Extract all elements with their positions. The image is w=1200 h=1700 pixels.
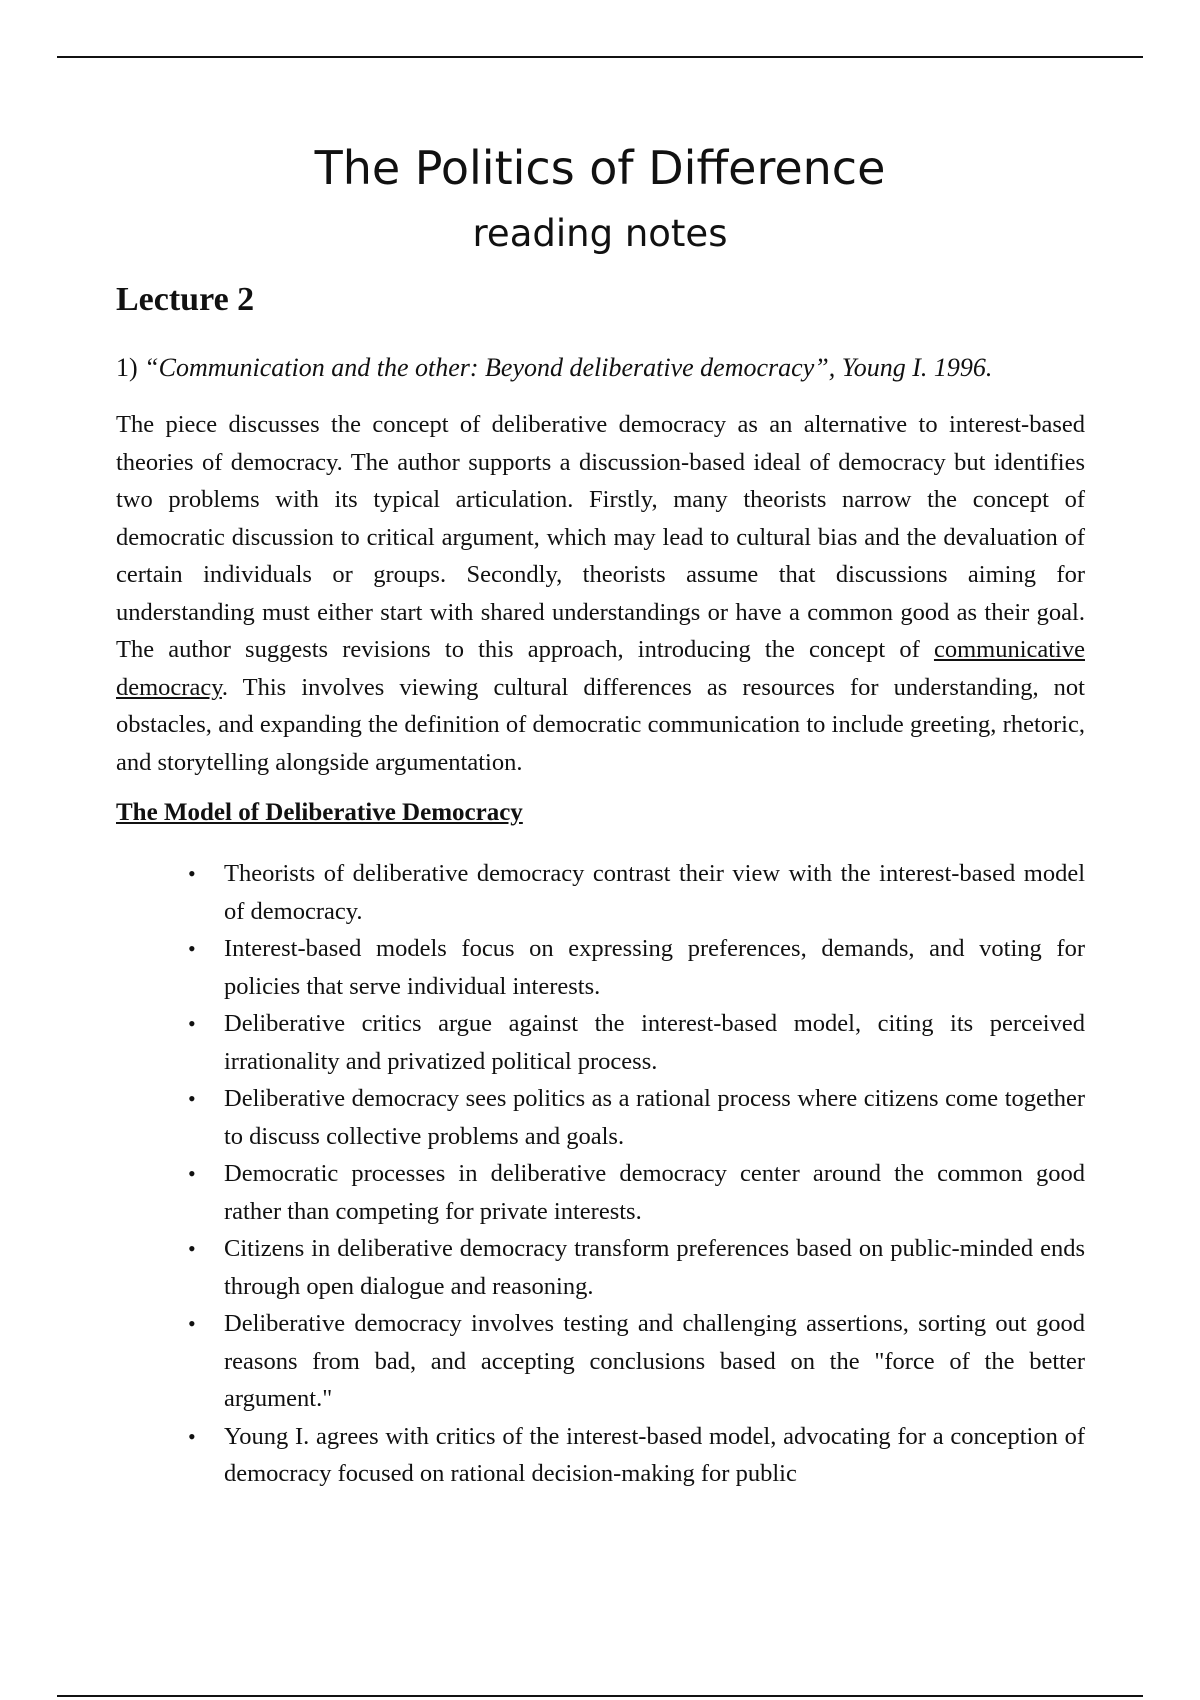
summary-text-before: The piece discusses the concept of deliberative democracy as an alternative to interest-based theories of democracy. The author supports a discussion-based ideal of democracy but identifies two problems with its typical articulation. Firstly, many theorists narrow the concept of democratic discussion to critical argument, which may lead to cultural bias and the devaluation of certain individuals or groups. Secondly, theorists assume that discussions aiming for understanding must either start with shared understandings or have a common good as their goal. The author suggests revisions to this approach, introducing the concept of bbox=[116, 411, 1085, 663]
summary-paragraph bbox=[116, 406, 1085, 781]
list-item-text: Young I. agrees with critics of the interest-based model, advocating for a conception of democracy focused on rational decision-making for public bbox=[224, 1422, 1085, 1487]
list-item bbox=[188, 930, 1085, 1005]
list-item bbox=[188, 1080, 1085, 1155]
list-item-text: Deliberative democracy sees politics as a rational process where citizens come together to discuss collective problems and goals. bbox=[224, 1085, 1085, 1150]
bottom-rule bbox=[57, 1695, 1143, 1697]
list-item-text: Deliberative critics argue against the interest-based model, citing its perceived irrationality and privatized political process. bbox=[224, 1010, 1085, 1075]
document-subtitle: reading notes bbox=[472, 212, 728, 255]
section-heading: The Model of Deliberative Democracy bbox=[116, 799, 523, 826]
document-title: The Politics of Difference bbox=[314, 141, 886, 195]
list-item-text: Democratic processes in deliberative democracy center around the common good rather than competing for private interests. bbox=[224, 1160, 1085, 1225]
list-item-text: Deliberative democracy involves testing and challenging assertions, sorting out good reasons from bad, and accepting conclusions based on the "force of the better argument." bbox=[224, 1310, 1085, 1412]
bullet-icon: • bbox=[188, 936, 196, 961]
citation-text: “Communication and the other: Beyond deliberative democracy”, Young I. 1996. bbox=[144, 353, 993, 382]
bullet-icon: • bbox=[188, 1011, 196, 1036]
list-item-text: Citizens in deliberative democracy transform preferences based on public-minded ends through open dialogue and reasoning. bbox=[224, 1235, 1085, 1300]
list-item bbox=[188, 1305, 1085, 1418]
bullet-icon: • bbox=[188, 1311, 196, 1336]
bullet-icon: • bbox=[188, 861, 196, 886]
bullet-list bbox=[116, 855, 1085, 1493]
list-item bbox=[188, 1230, 1085, 1305]
list-item bbox=[188, 1418, 1085, 1493]
list-item bbox=[188, 1005, 1085, 1080]
bullet-icon: • bbox=[188, 1086, 196, 1111]
list-item bbox=[188, 1155, 1085, 1230]
list-item bbox=[188, 855, 1085, 930]
list-item-text: Theorists of deliberative democracy contrast their view with the interest-based model of democracy. bbox=[224, 860, 1085, 925]
bullet-icon: • bbox=[188, 1423, 196, 1449]
summary-text-after: . This involves viewing cultural differences as resources for understanding, not obstacles, and expanding the definition of democratic communication to include greeting, rhetoric, and storytelling alongside argumentation. bbox=[116, 673, 1085, 776]
bullet-icon: • bbox=[188, 1236, 196, 1261]
citation bbox=[116, 350, 1085, 386]
communicative-democracy-term: communicative democracy bbox=[116, 636, 1085, 701]
lecture-heading: Lecture 2 bbox=[116, 281, 255, 318]
top-rule bbox=[57, 56, 1143, 58]
bullet-icon: • bbox=[188, 1161, 196, 1186]
document-body bbox=[116, 276, 1085, 1493]
citation-number: 1) bbox=[116, 353, 145, 382]
list-item-text: Interest-based models focus on expressing preferences, demands, and voting for policies that serve individual interests. bbox=[224, 935, 1085, 1000]
